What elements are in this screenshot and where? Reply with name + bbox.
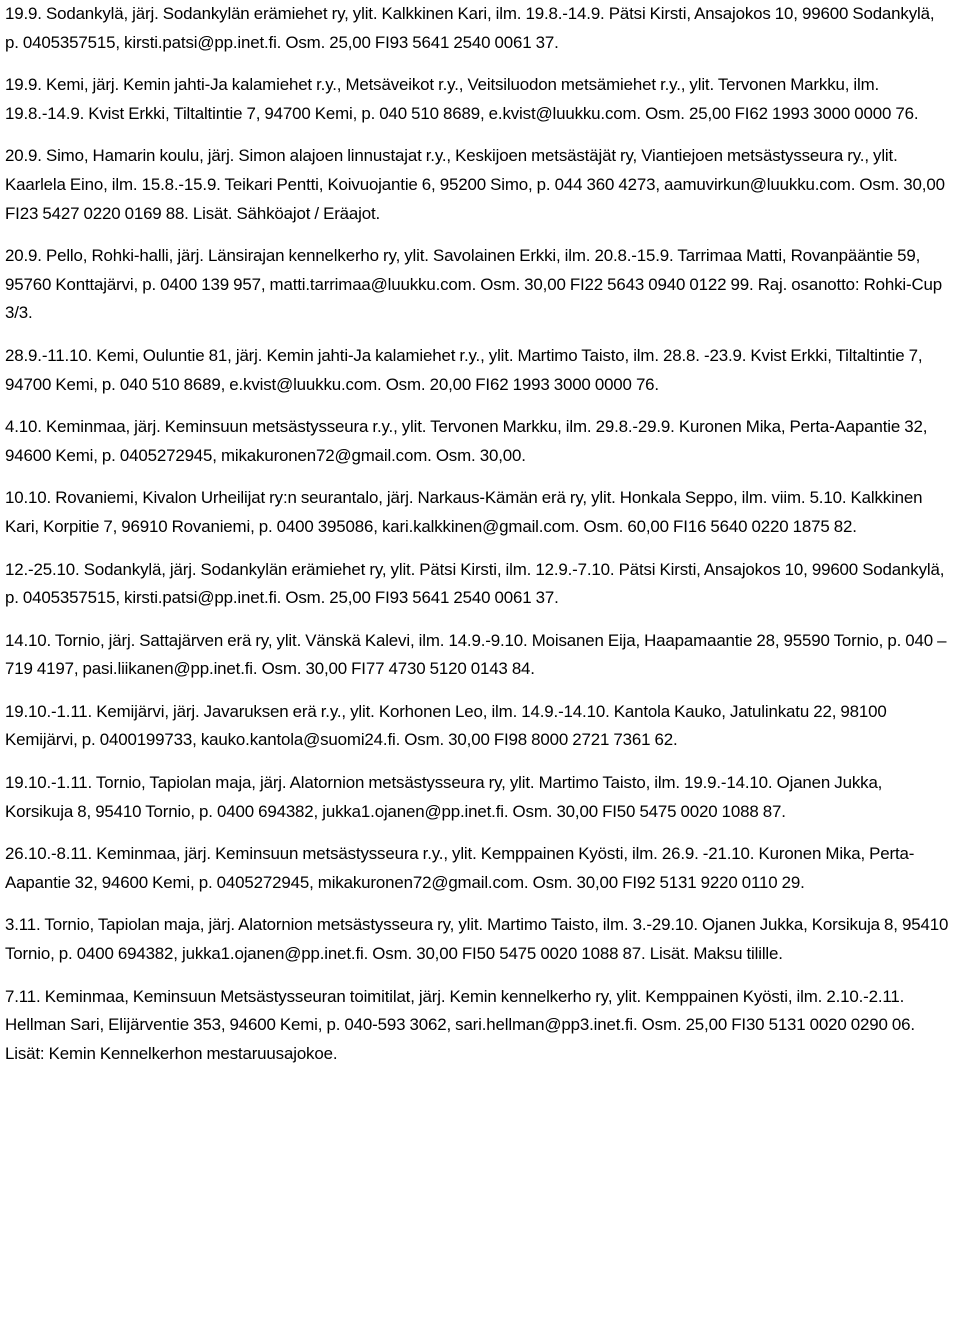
event-entry: 20.9. Pello, Rohki-halli, järj. Länsirajan kennelkerho ry, ylit. Savolainen Erkki, ilm. 20.8.-15.9. Tarrimaa Matti, Rovanpääntie 59, 95760 Konttajärvi, p. 0400 139 957, matti.tarrimaa@luukku.com. Osm. 30,00 FI22 5643 0940 0122 99. Raj. osanotto: Rohki-Cup 3/3.: [5, 246, 943, 323]
event-entry: 12.-25.10. Sodankylä, järj. Sodankylän erämiehet ry, ylit. Pätsi Kirsti, ilm. 12.9.-7.10. Pätsi Kirsti, Ansajokos 10, 99600 Sodankylä, p. 0405357515, kirsti.patsi@pp.inet.fi. Osm. 25,00 FI93 5641 2540 0061 37.: [5, 559, 945, 608]
event-entry: 10.10. Rovaniemi, Kivalon Urheilijat ry:n seurantalo, järj. Narkaus-Kämän erä ry, ylit. Honkala Seppo, ilm. viim. 5.10. Kalkkinen Kari, Korpitie 7, 96910 Rovaniemi, p. 0400 395086, kari.kalkkinen@gmail.com. Osm. 60,00 FI16 5640 0220 1875 82.: [5, 488, 923, 536]
event-entry: 14.10. Tornio, järj. Sattajärven erä ry, ylit. Vänskä Kalevi, ilm. 14.9.-9.10. Moisanen Eija, Haapamaantie 28, 95590 Tornio, p. 040 – 719 4197, pasi.liikanen@pp.inet.fi. Osm. 30,00 FI77 4730 5120 0143 84.: [5, 630, 947, 679]
event-entry: 28.9.-11.10. Kemi, Ouluntie 81, järj. Kemin jahti-Ja kalamiehet r.y., ylit. Martimo Taisto, ilm. 28.8. -23.9. Kvist Erkki, Tiltaltintie 7, 94700 Kemi, p. 040 510 8689, e.kvist@luukku.com. Osm. 20,00 FI62 1993 3000 0000 76.: [5, 345, 923, 394]
event-entry: 3.11. Tornio, Tapiolan maja, järj. Alatornion metsästysseura ry, ylit. Martimo Taisto, ilm. 3.-29.10. Ojanen Jukka, Korsikuja 8, 95410 Tornio, p. 0400 694382, jukka1.ojanen@pp.inet.fi. Osm. 30,00 FI50 5475 0020 1088 87. Lisät. Maksu tilille.: [5, 915, 949, 964]
event-entry: 7.11. Keminmaa, Keminsuun Metsästysseuran toimitilat, järj. Kemin kennelkerho ry, ylit. Kemppainen Kyösti, ilm. 2.10.-2.11. Hellman Sari, Elijärventie 353, 94600 Kemi, p. 040-593 3062, sari.hellman@pp3.inet.fi. Osm. 25,00 FI30 5131 0020 0290 06. Lisät: Kemin Kennelkerhon mestaruusajokoe.: [5, 986, 915, 1063]
event-list-document: [5, 0, 950, 1082]
event-entry: 26.10.-8.11. Keminmaa, järj. Keminsuun metsästysseura r.y., ylit. Kemppainen Kyösti, ilm. 26.9. -21.10. Kuronen Mika, Perta-Aapantie 32, 94600 Kemi, p. 0405272945, mikakuronen72@gmail.com. Osm. 30,00 FI92 5131 9220 0110 29.: [5, 844, 915, 892]
event-entry: 19.9. Kemi, järj. Kemin jahti-Ja kalamiehet r.y., Metsäveikot r.y., Veitsiluodon metsämiehet r.y., ylit. Tervonen Markku, ilm. 19.8.-14.9. Kvist Erkki, Tiltaltintie 7, 94700 Kemi, p. 040 510 8689, e.kvist@luukku.com. Osm. 25,00 FI62 1993 3000 0000 76.: [5, 75, 919, 123]
event-entry: 4.10. Keminmaa, järj. Keminsuun metsästysseura r.y., ylit. Tervonen Markku, ilm. 29.8.-29.9. Kuronen Mika, Perta-Aapantie 32, 94600 Kemi, p. 0405272945, mikakuronen72@gmail.com. Osm. 30,00.: [5, 417, 928, 465]
event-entry: 19.10.-1.11. Kemijärvi, järj. Javaruksen erä r.y., ylit. Korhonen Leo, ilm. 14.9.-14.10. Kantola Kauko, Jatulinkatu 22, 98100 Kemijärvi, p. 0400199733, kauko.kantola@suomi24.fi. Osm. 30,00 FI98 8000 2721 7361 62.: [5, 701, 887, 750]
event-entry: 19.9. Sodankylä, järj. Sodankylän erämiehet ry, ylit. Kalkkinen Kari, ilm. 19.8.-14.9. Pätsi Kirsti, Ansajokos 10, 99600 Sodankylä, p. 0405357515, kirsti.patsi@pp.inet.fi. Osm. 25,00 FI93 5641 2540 0061 37.: [5, 4, 935, 52]
event-entry: 20.9. Simo, Hamarin koulu, järj. Simon alajoen linnustajat r.y., Keskijoen metsästäjät ry, Viantiejoen metsästysseura ry., ylit. Kaarlela Eino, ilm. 15.8.-15.9. Teikari Pentti, Koivuojantie 6, 95200 Simo, p. 044 360 4273, aamuvirkun@luukku.com. Osm. 30,00 FI23 5427 0220 0169 88. Lisät. Sähköajot / Eräajot.: [5, 146, 945, 223]
event-entry: 19.10.-1.11. Tornio, Tapiolan maja, järj. Alatornion metsästysseura ry, ylit. Martimo Taisto, ilm. 19.9.-14.10. Ojanen Jukka, Korsikuja 8, 95410 Tornio, p. 0400 694382, jukka1.ojanen@pp.inet.fi. Osm. 30,00 FI50 5475 0020 1088 87.: [5, 773, 883, 821]
